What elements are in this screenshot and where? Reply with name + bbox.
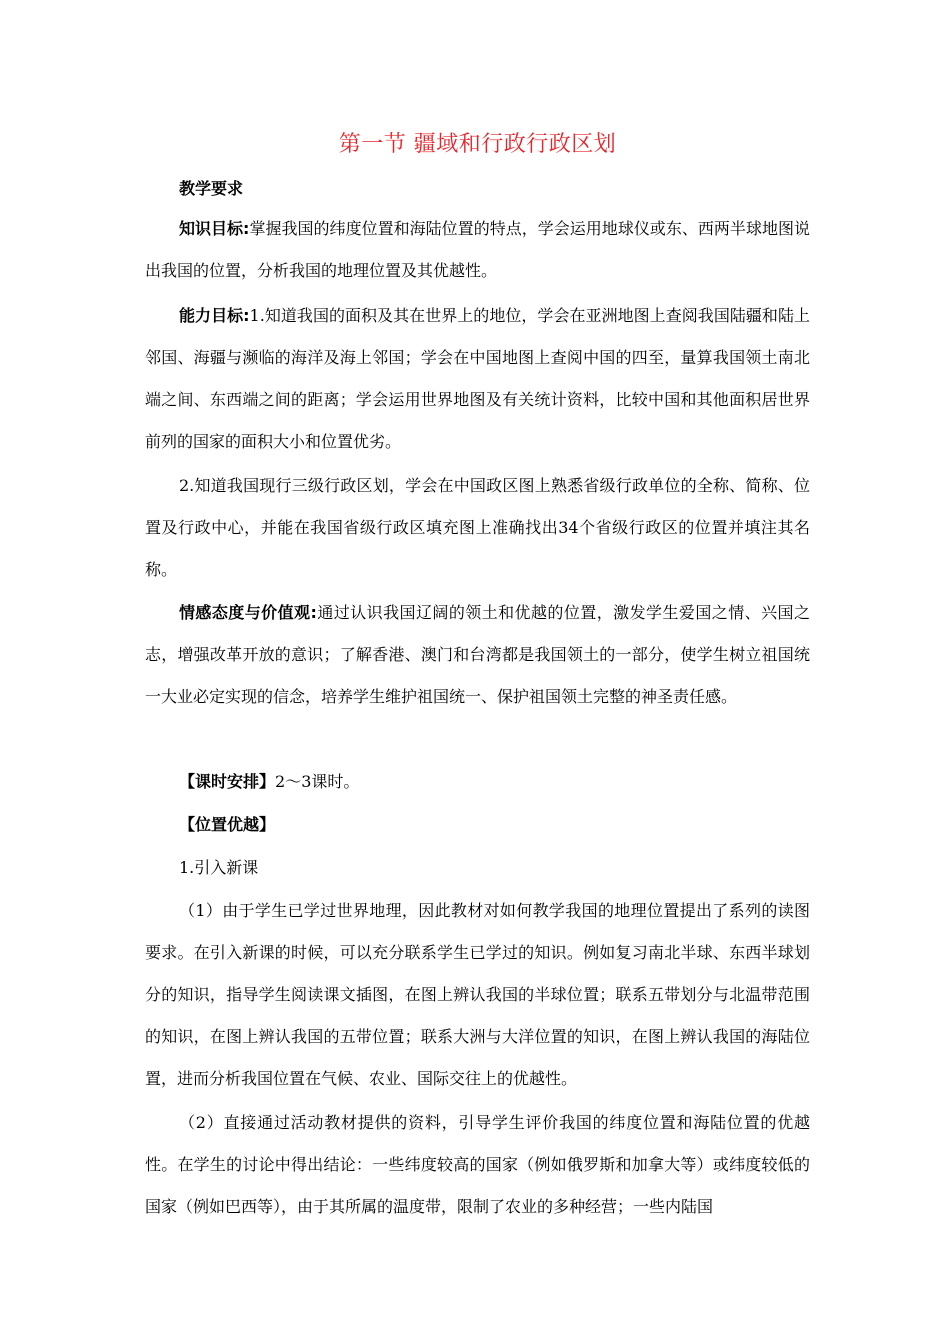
intro-line: 1.引入新课 xyxy=(179,858,259,877)
knowledge-goal-text: 掌握我国的纬度位置和海陆位置的特点，学会运用地球仪或东、西两半球地图说出我国的位置，分析我国的地理位置及其优越性。 xyxy=(145,219,810,280)
ability-goal-text: 1.知道我国的面积及其在世界上的地位，学会在亚洲地图上查阅我国陆疆和陆上邻国、海疆与濒临的海洋及海上邻国；学会在中国地图上查阅中国的四至，量算我国领土南北端之间、东西端之间的距离；学会运用世界地图及有关统计资料，比较中国和其他面积居世界前列的国家的面积大小和位置优劣。 xyxy=(145,306,810,451)
position-heading-label: 【位置优越】 xyxy=(179,815,276,834)
schedule-label: 【课时安排】 xyxy=(179,772,276,791)
emotion-goal-text: 通过认识我国辽阔的领土和优越的位置，激发学生爱国之情、兴国之志，增强改革开放的意识；了解香港、澳门和台湾都是我国领土的一部分，使学生树立祖国统一大业必定实现的信念，培养学生维护祖国统一、保护祖国领土完整的神圣责任感。 xyxy=(145,603,810,706)
paragraph-ability-goal-2: 2.知道我国现行三级行政区划，学会在中国政区图上熟悉省级行政单位的全称、简称、位置及行政中心，并能在我国省级行政区填充图上准确找出34个省级行政区的位置并填注其名称。 xyxy=(145,476,810,579)
schedule-line xyxy=(179,770,359,794)
paragraph-intro-1: （1）由于学生已学过世界地理，因此教材对如何教学我国的地理位置提出了系列的读图要求。在引入新课的时候，可以充分联系学生已学过的知识。例如复习南北半球、东西半球划分的知识，指导学生阅读课文插图，在图上辨认我国的半球位置；联系五带划分与北温带范围的知识，在图上辨认我国的五带位置；联系大洲与大洋位置的知识，在图上辨认我国的海陆位置，进而分析我国位置在气候、农业、国际交往上的优越性。 xyxy=(145,901,810,1088)
schedule-text: 2～3课时。 xyxy=(275,772,360,791)
document-page xyxy=(145,0,810,1344)
paragraph-knowledge-goal xyxy=(145,208,810,292)
paragraph-intro-2: （2）直接通过活动教材提供的资料，引导学生评价我国的纬度位置和海陆位置的优越性。在学生的讨论中得出结论：一些纬度较高的国家（例如俄罗斯和加拿大等）或纬度较低的国家（例如巴西等），由于其所属的温度带，限制了农业的多种经营；一些内陆国 xyxy=(145,1113,810,1216)
paragraph-ability-goal xyxy=(145,295,810,463)
position-heading xyxy=(179,813,275,837)
ability-goal-label: 能力目标: xyxy=(179,306,250,325)
knowledge-goal-label: 知识目标: xyxy=(179,219,250,238)
emotion-goal-label: 情感态度与价值观: xyxy=(179,603,317,622)
page-title: 第一节 疆域和行政行政区划 xyxy=(338,132,617,157)
section-heading-teaching-requirements: 教学要求 xyxy=(179,179,244,198)
paragraph-emotion-goal xyxy=(145,592,810,718)
